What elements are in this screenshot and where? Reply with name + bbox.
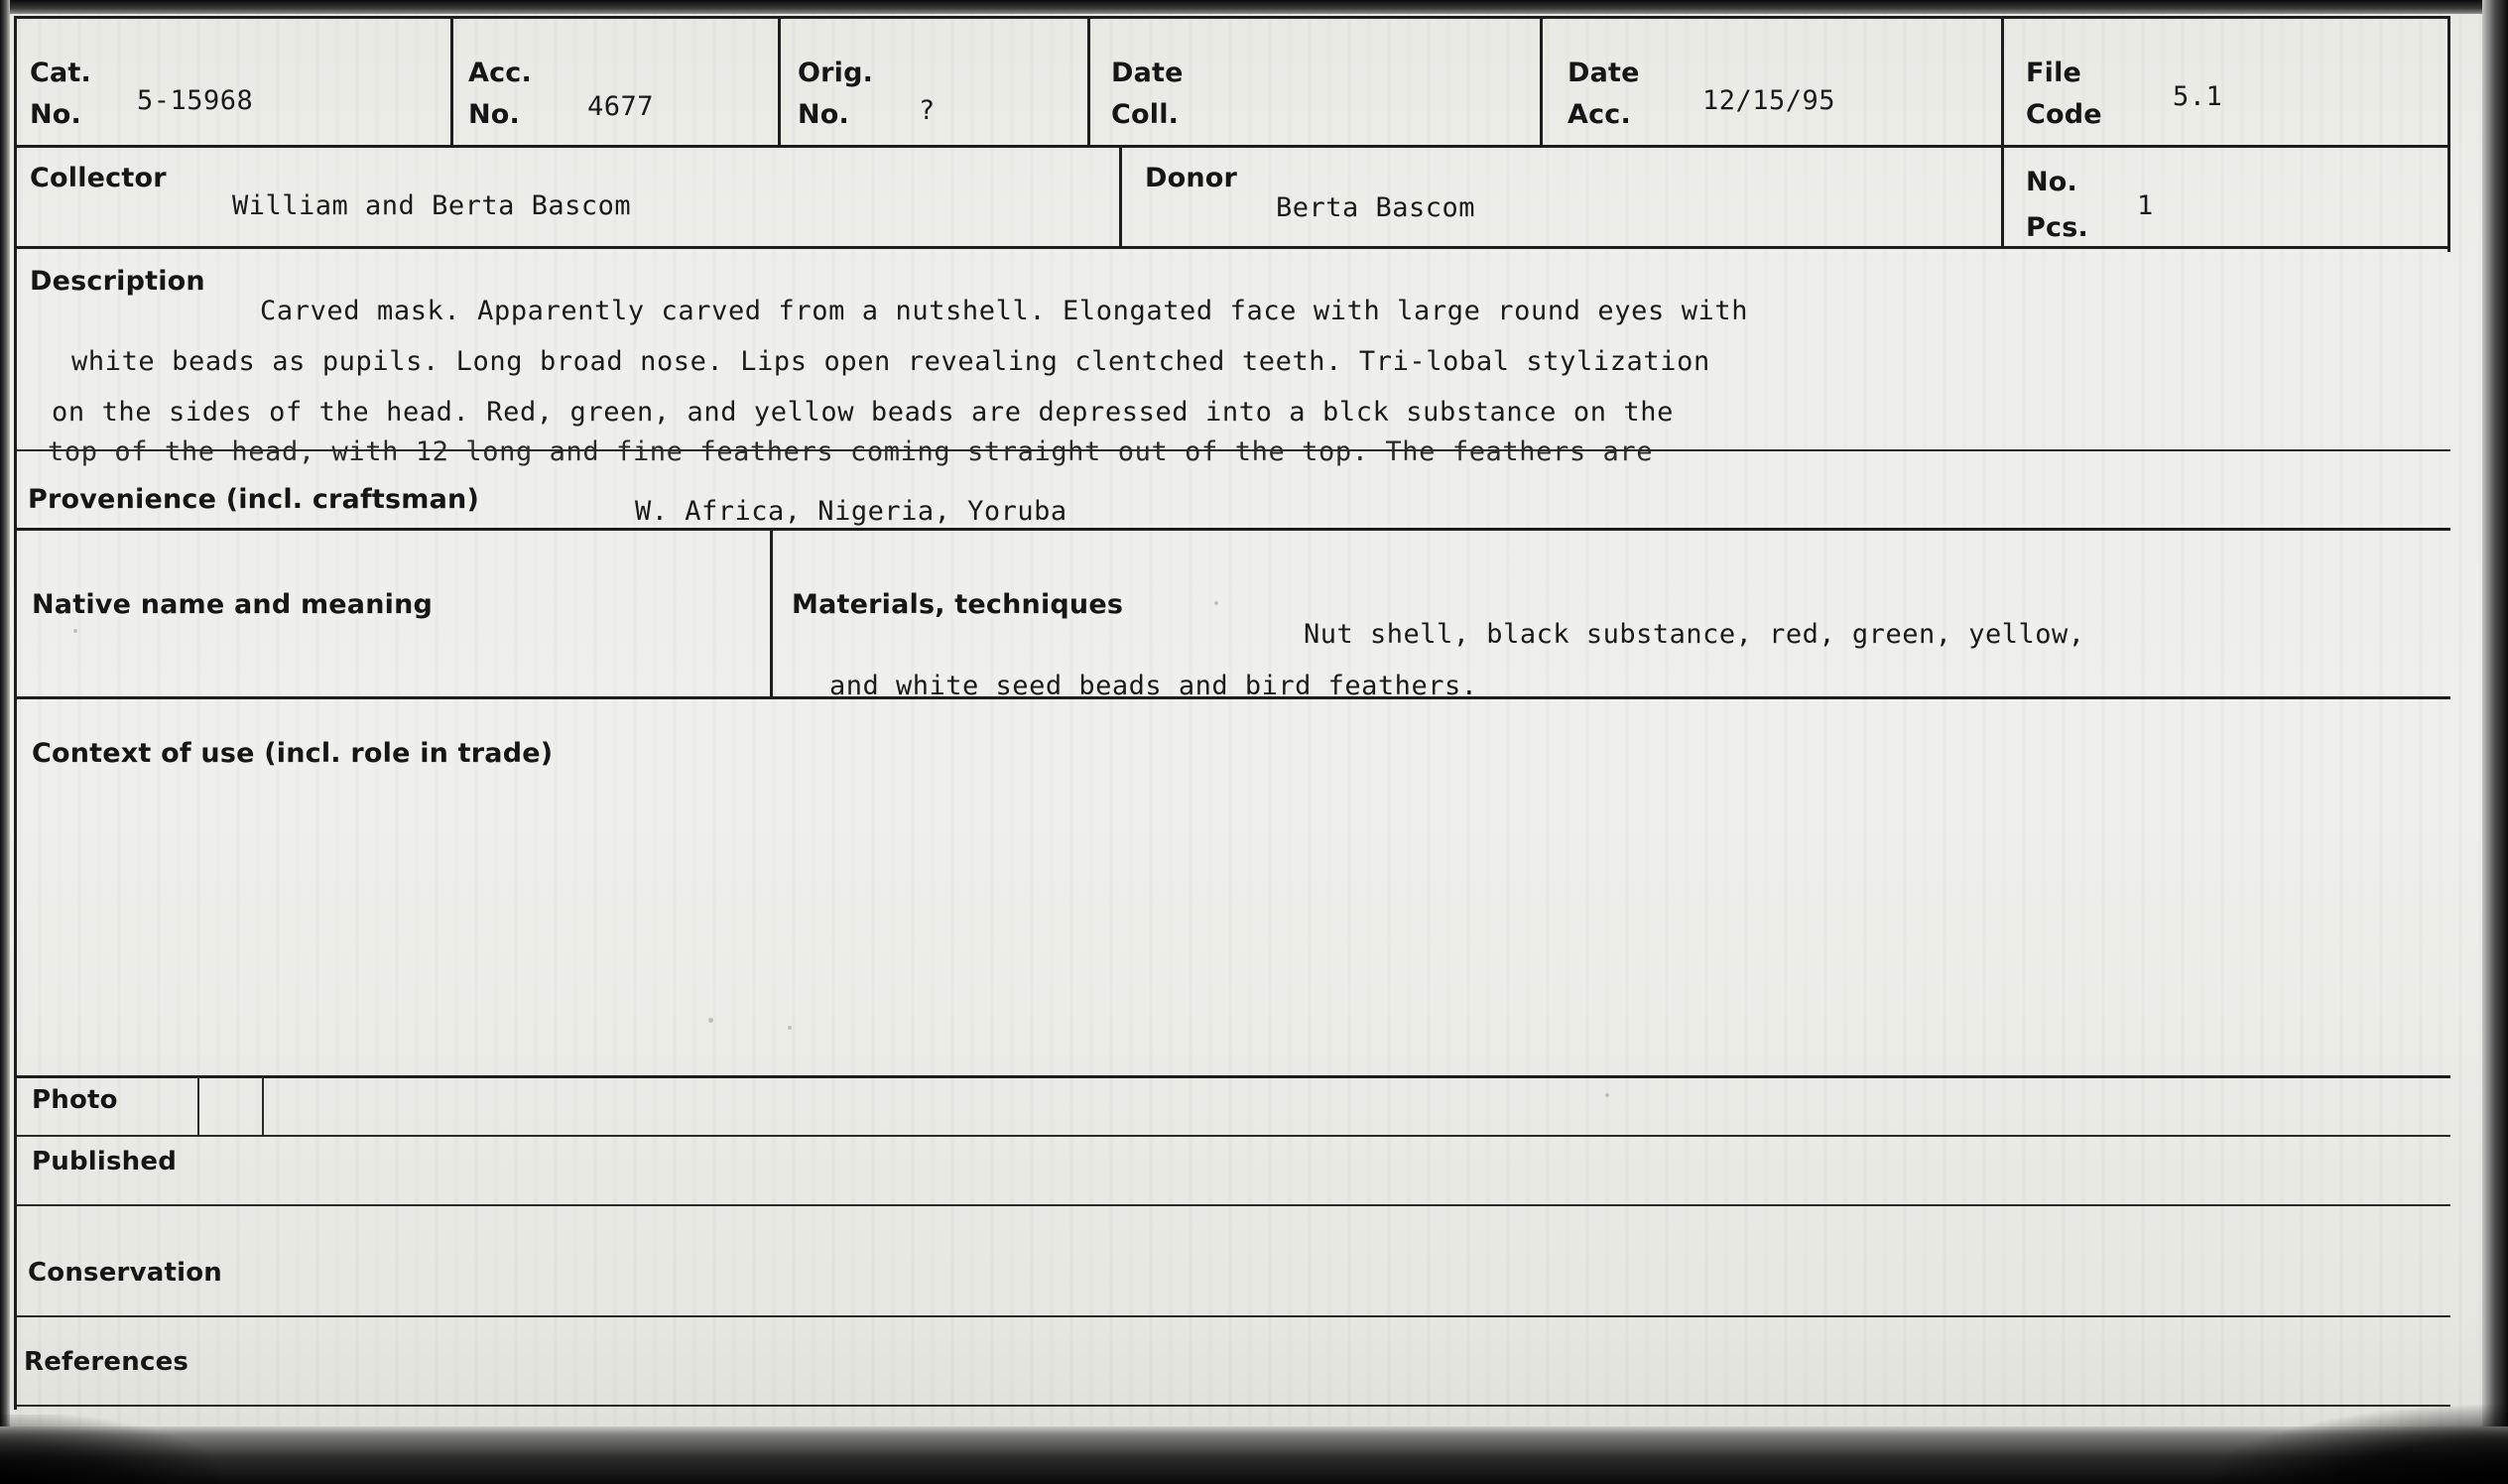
rule-cat-acc xyxy=(450,16,453,145)
scan-edge-left xyxy=(0,0,10,1484)
value-description-line-3: on the sides of the head. Red, green, and yellow beads are depressed into a blck substance on the xyxy=(52,397,1674,428)
scan-corner-bottom-left xyxy=(0,1415,218,1484)
rule-left-border xyxy=(14,16,17,1410)
rule-collector-donor xyxy=(1119,145,1122,246)
label-materials: Materials, techniques xyxy=(792,589,1124,620)
label-date-coll-line1: Date xyxy=(1111,58,1184,88)
label-date-coll-line2: Coll. xyxy=(1111,99,1180,130)
scan-speck xyxy=(708,1018,713,1023)
scan-edge-right xyxy=(2482,0,2508,1484)
value-description-line-4: top of the head, with 12 long and fine feathers coming straight out of the top. The feathers are xyxy=(48,436,1654,467)
rule-photo-box1 xyxy=(197,1075,199,1135)
label-native-name: Native name and meaning xyxy=(32,589,434,620)
label-acc-no-line1: Acc. xyxy=(468,58,532,88)
rule-provenience-bottom xyxy=(14,528,2450,531)
value-description-line-2: white beads as pupils. Long broad nose. Lips open revealing clentched teeth. Tri-lobal stylization xyxy=(71,346,1710,377)
scan-speck xyxy=(1605,1093,1609,1097)
label-published: Published xyxy=(32,1147,178,1176)
label-date-acc-line1: Date xyxy=(1568,58,1640,88)
label-orig-no-line1: Orig. xyxy=(798,58,874,88)
label-no-pcs-line1: No. xyxy=(2026,167,2078,197)
scan-edge-top xyxy=(0,0,2508,14)
value-donor: Berta Bascom xyxy=(1276,192,1476,223)
catalog-card-form xyxy=(14,16,2466,1424)
value-orig-no: ? xyxy=(919,95,936,126)
value-provenience: W. Africa, Nigeria, Yoruba xyxy=(635,496,1067,527)
rule-dateacc-filecode xyxy=(2001,16,2004,246)
rule-photo-bottom xyxy=(14,1135,2450,1137)
rule-row1-bottom xyxy=(14,145,2450,148)
rule-references-bottom xyxy=(14,1405,2450,1407)
value-date-acc: 12/15/95 xyxy=(1702,85,1836,116)
label-date-acc-line2: Acc. xyxy=(1568,99,1631,130)
label-context-of-use: Context of use (incl. role in trade) xyxy=(32,738,554,769)
label-file-code-line2: Code xyxy=(2026,99,2102,130)
label-references: References xyxy=(24,1347,189,1377)
label-file-code-line1: File xyxy=(2026,58,2082,88)
label-cat-no-line2: No. xyxy=(30,99,82,130)
label-orig-no-line2: No. xyxy=(798,99,850,130)
scan-speck xyxy=(1214,601,1218,605)
rule-datecoll-dateacc xyxy=(1540,16,1543,145)
value-acc-no: 4677 xyxy=(587,91,655,122)
rule-right-border-top xyxy=(2447,16,2450,252)
label-cat-no-line1: Cat. xyxy=(30,58,91,88)
value-file-code: 5.1 xyxy=(2173,81,2223,112)
rule-orig-datecoll xyxy=(1087,16,1090,145)
label-description: Description xyxy=(30,266,205,297)
rule-nativename-materials xyxy=(770,528,773,696)
scan-corner-bottom-right xyxy=(2210,1405,2508,1484)
value-collector: William and Berta Bascom xyxy=(232,190,632,221)
value-no-pcs: 1 xyxy=(2137,190,2154,221)
rule-acc-orig xyxy=(778,16,781,145)
rule-context-bottom xyxy=(14,1075,2450,1078)
label-collector: Collector xyxy=(30,163,167,193)
value-description-line-1: Carved mask. Apparently carved from a nutshell. Elongated face with large round eyes with xyxy=(260,296,1749,326)
scan-speck xyxy=(788,1026,792,1030)
rule-row2-bottom xyxy=(14,246,2450,249)
scan-speck xyxy=(73,629,77,633)
rule-top xyxy=(14,16,2450,19)
value-cat-no: 5-15968 xyxy=(137,85,254,116)
label-acc-no-line2: No. xyxy=(468,99,521,130)
label-provenience: Provenience (incl. craftsman) xyxy=(28,484,480,515)
label-no-pcs-line2: Pcs. xyxy=(2026,212,2088,243)
label-donor: Donor xyxy=(1145,163,1238,193)
rule-photo-box2 xyxy=(262,1075,264,1135)
rule-published-bottom xyxy=(14,1204,2450,1206)
scan-edge-bottom xyxy=(0,1426,2508,1484)
rule-conservation-bottom xyxy=(14,1315,2450,1317)
value-materials-line-1: Nut shell, black substance, red, green, yellow, xyxy=(1304,619,2085,650)
label-conservation: Conservation xyxy=(28,1258,222,1288)
label-photo: Photo xyxy=(32,1085,118,1115)
value-materials-line-2: and white seed beads and bird feathers. xyxy=(829,671,1478,701)
